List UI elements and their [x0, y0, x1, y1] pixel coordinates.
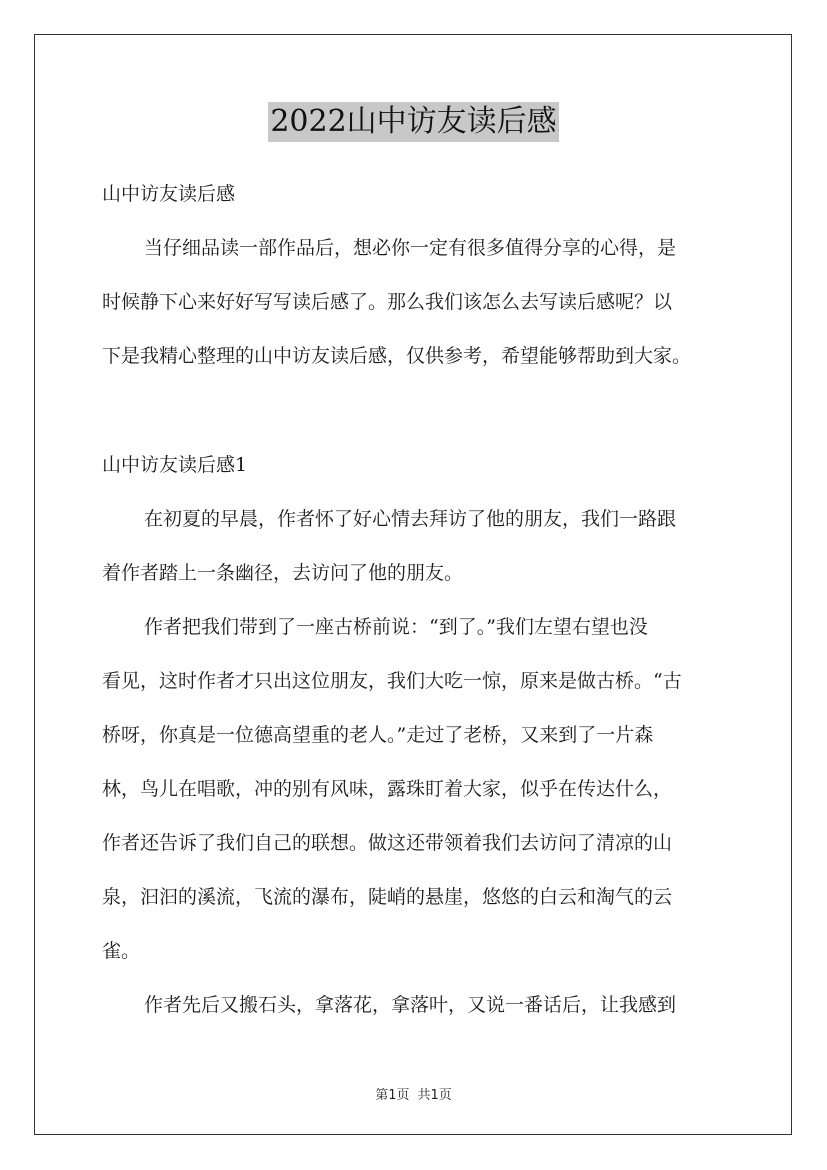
document-title: 2022山中访友读后感	[268, 102, 558, 142]
paragraph-line: 林，鸟儿在唱歌，冲的别有风味，露珠盯着大家，似乎在传达什么，	[102, 778, 673, 800]
paragraph-line: 桥呀，你真是一位德高望重的老人。”走过了老桥，又来到了一片森	[102, 724, 654, 746]
paragraph-line: 着作者踏上一条幽径，去访问了他的朋友。	[102, 562, 464, 584]
paragraph-line: 泉，汩汩的溪流，飞流的瀑布，陡峭的悬崖，悠悠的白云和淘气的云	[102, 886, 673, 908]
paragraph-line: 雀。	[102, 940, 141, 962]
section-heading: 山中访友读后感1	[102, 454, 248, 476]
subtitle: 山中访友读后感	[102, 183, 236, 205]
paragraph-line: 作者先后又搬石头，拿落花，拿落叶，又说一番话后，让我感到	[144, 994, 677, 1016]
intro-line: 下是我精心整理的山中访友读后感，仅供参考，希望能够帮助到大家。	[102, 345, 692, 367]
page-total: 共1页	[417, 1088, 452, 1103]
paragraph-line: 看见，这时作者才只出这位朋友，我们大吃一惊，原来是做古桥。“古	[102, 670, 682, 692]
paragraph-line: 作者还告诉了我们自己的联想。做这还带领着我们去访问了清凉的山	[102, 832, 673, 854]
page-footer	[0, 1084, 827, 1103]
paragraph-line: 在初夏的早晨，作者怀了好心情去拜访了他的朋友，我们一路跟	[144, 508, 677, 530]
paragraph-line: 作者把我们带到了一座古桥前说：“到了。”我们左望右望也没	[144, 616, 648, 638]
title-container	[0, 102, 827, 142]
intro-line: 时候静下心来好好写写读后感了。那么我们该怎么去写读后感呢？以	[102, 291, 673, 313]
intro-line: 当仔细品读一部作品后，想必你一定有很多值得分享的心得，是	[144, 237, 677, 259]
page-number: 第1页	[375, 1088, 410, 1103]
